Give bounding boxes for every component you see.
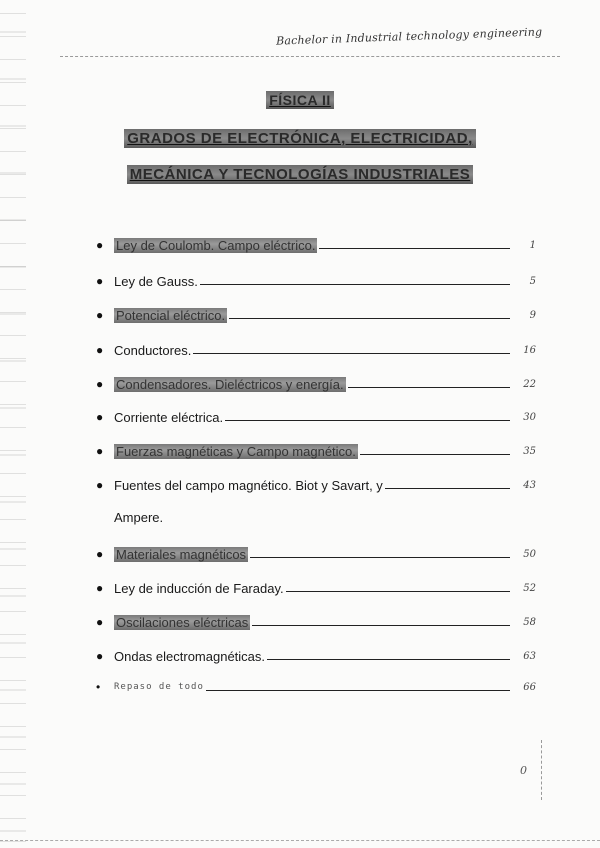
bullet-icon: ● <box>96 377 104 391</box>
toc-page-number: 22 <box>523 378 536 390</box>
toc-item-10 <box>96 577 536 599</box>
toc-item-12 <box>96 645 536 667</box>
toc-page-number: 9 <box>529 309 536 321</box>
toc-item-9 <box>96 543 536 565</box>
bullet-icon: ● <box>96 649 104 663</box>
degree-title-line-1-text: GRADOS DE ELECTRÓNICA, ELECTRICIDAD, <box>124 129 476 148</box>
toc-item-label: Fuerzas magnéticas y Campo magnético. <box>116 443 356 459</box>
toc-item-label: Ley de Coulomb. Campo eléctrico. <box>116 237 316 253</box>
toc-item-8-continuation: Ampere. <box>114 510 164 525</box>
toc-item-label: Condensadores. Dieléctricos y energía. <box>116 376 344 392</box>
toc-item-11 <box>96 611 536 633</box>
toc-item-2 <box>96 270 536 292</box>
dot-leader <box>200 284 510 285</box>
toc-page-number: 35 <box>523 445 536 457</box>
toc-page-number: 58 <box>523 616 536 628</box>
toc-item-label: Ley de inducción de Faraday. <box>114 580 284 596</box>
toc-item-label: Potencial eléctrico. <box>116 307 226 323</box>
dot-leader <box>360 454 510 455</box>
degree-title-line-2-text: MECÁNICA Y TECNOLOGÍAS INDUSTRIALES <box>127 165 474 184</box>
toc-item-label: Ondas electromagnéticas. <box>114 648 266 664</box>
dot-leader <box>250 557 510 558</box>
dot-leader <box>206 690 510 691</box>
toc-item-7 <box>96 440 536 462</box>
dot-leader <box>229 318 510 319</box>
toc-item-6 <box>96 406 536 428</box>
bullet-icon: ● <box>96 547 104 561</box>
bottom-scan-edge <box>0 840 600 841</box>
toc-page-number: 52 <box>523 582 536 594</box>
dot-leader <box>267 659 510 660</box>
footer-handwritten-mark: 0 <box>520 764 527 777</box>
handwritten-header-note: Bachelor in Industrial technology engineering <box>275 25 543 48</box>
toc-item-label: Ley de Gauss. <box>114 273 198 289</box>
toc-item-4 <box>96 339 536 361</box>
bullet-icon: ● <box>96 615 104 629</box>
toc-page-number: 66 <box>523 681 536 693</box>
bullet-icon: ● <box>96 444 104 458</box>
bullet-icon: ● <box>96 274 104 288</box>
course-title-text: FÍSICA II <box>266 91 334 109</box>
margin-mark <box>541 740 542 800</box>
toc-page-number: 30 <box>523 411 536 423</box>
dot-leader <box>286 591 510 592</box>
bullet-icon: ● <box>96 478 104 492</box>
toc-item-8 <box>96 474 536 496</box>
dot-leader <box>385 488 510 489</box>
header-divider <box>60 56 560 57</box>
degree-title-line-2 <box>0 166 600 183</box>
scan-edge-artifact <box>0 0 26 848</box>
toc-item-label: Conductores. <box>114 342 192 358</box>
toc-item-label: Fuentes del campo magnético. Biot y Savart, y <box>114 477 383 493</box>
bullet-icon: ● <box>96 343 104 357</box>
bullet-icon: ● <box>96 308 104 322</box>
dot-leader <box>193 353 510 354</box>
dot-leader <box>252 625 510 626</box>
dot-leader <box>348 387 510 388</box>
dot-leader <box>319 248 510 249</box>
toc-item-5 <box>96 373 536 395</box>
bullet-icon: • <box>96 680 101 694</box>
toc-item-3 <box>96 304 536 326</box>
toc-page-number: 43 <box>523 479 536 491</box>
toc-item-label: Materiales magnéticos <box>116 546 247 562</box>
toc-item-1 <box>96 234 536 256</box>
toc-page-number: 63 <box>523 650 536 662</box>
toc-page-number: 50 <box>523 548 536 560</box>
toc-page-number: 1 <box>529 239 536 251</box>
toc-item-label: Repaso de todo <box>114 682 204 692</box>
toc-page-number: 5 <box>529 275 536 287</box>
toc-item-13 <box>96 676 536 698</box>
toc-item-label: Corriente eléctrica. <box>114 409 224 425</box>
dot-leader <box>225 420 510 421</box>
course-title <box>0 92 600 108</box>
bullet-icon: ● <box>96 581 104 595</box>
toc-page-number: 16 <box>523 344 536 356</box>
degree-title-line-1 <box>0 130 600 147</box>
bullet-icon: ● <box>96 238 104 252</box>
bullet-icon: ● <box>96 410 104 424</box>
toc-item-label: Oscilaciones eléctricas <box>116 614 249 630</box>
